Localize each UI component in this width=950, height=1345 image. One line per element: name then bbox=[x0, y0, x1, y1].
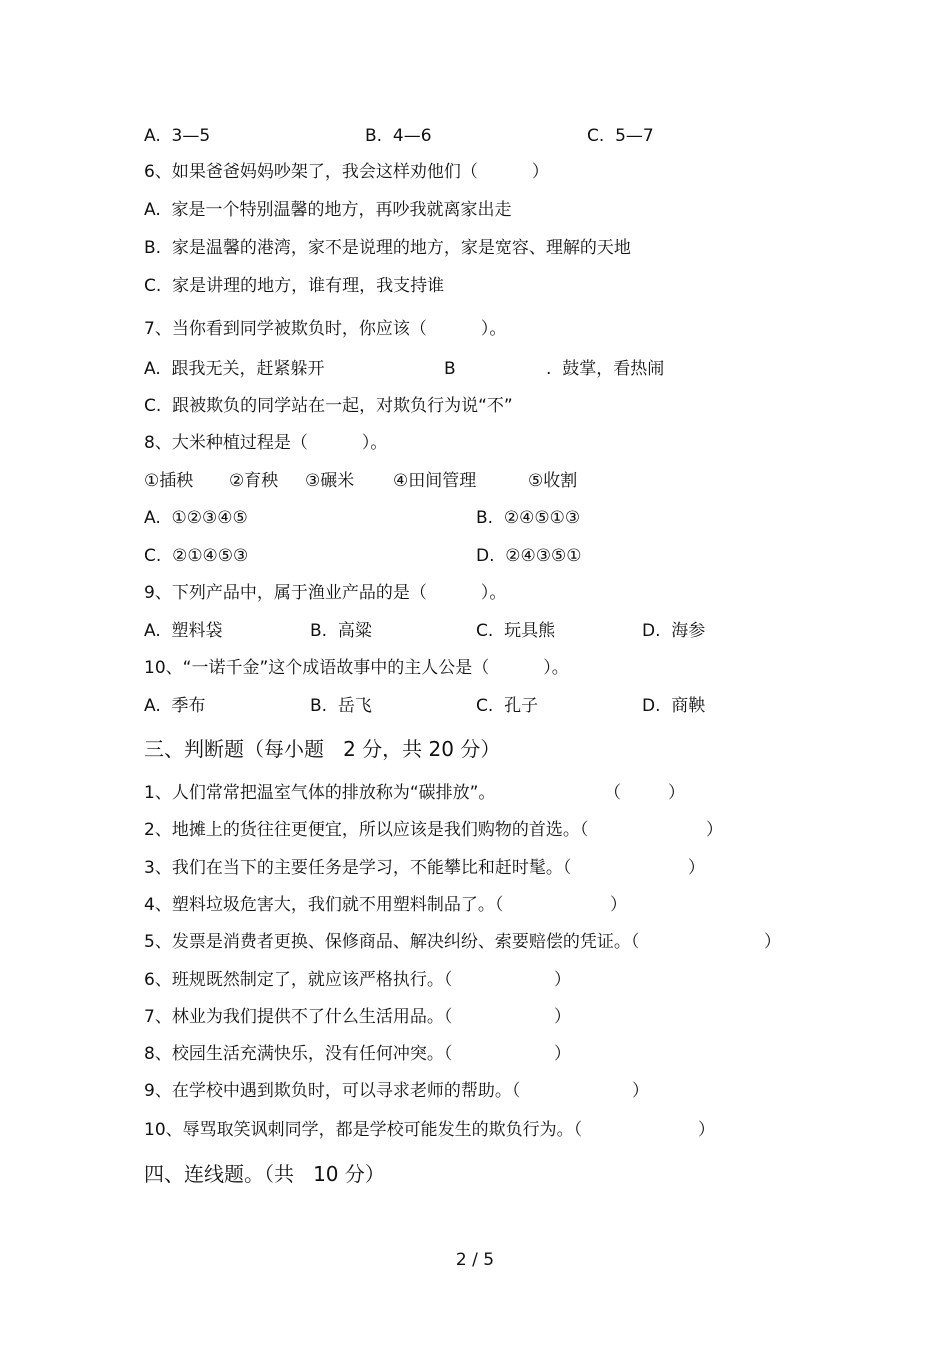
option-q7-c: C. 跟被欺负的同学站在一起，对欺负行为说“不” bbox=[144, 396, 513, 416]
option-q10-c: C. 孔子 bbox=[476, 696, 539, 716]
option-q7-a: A. 跟我无关，赶紧躲开 bbox=[144, 359, 325, 379]
judge-item-4: 4、塑料垃圾危害大，我们就不用塑料制品了。（ bbox=[144, 895, 504, 915]
page-number: 2 / 5 bbox=[455, 1250, 495, 1270]
option-q6-a: A. 家是一个特别温馨的地方，再吵我就离家出走 bbox=[144, 200, 512, 220]
judge-item-7-close: ） bbox=[554, 1007, 571, 1027]
option-q7-b-letter: B bbox=[444, 359, 456, 379]
judge-item-7: 7、林业为我们提供不了什么生活用品。（ bbox=[144, 1007, 453, 1027]
judge-item-3-close: ） bbox=[688, 858, 705, 878]
judge-item-3: 3、我们在当下的主要任务是学习，不能攀比和赶时髦。（ bbox=[144, 858, 572, 878]
judge-item-6-close: ） bbox=[554, 970, 571, 990]
q8-step-3: ③碾米 bbox=[305, 471, 355, 491]
option-q6-b: B. 家是温馨的港湾，家不是说理的地方，家是宽容、理解的天地 bbox=[144, 238, 631, 258]
option-q7-b-text: . 鼓掌，看热闹 bbox=[546, 359, 665, 379]
judge-item-2-close: ） bbox=[706, 820, 723, 840]
option-q9-a: A. 塑料袋 bbox=[144, 621, 223, 641]
judge-item-5: 5、发票是消费者更换、保修商品、解决纠纷、索要赔偿的凭证。（ bbox=[144, 932, 640, 952]
judge-item-10-close: ） bbox=[698, 1120, 715, 1140]
option-q9-b: B. 高粱 bbox=[310, 621, 372, 641]
option-q8-a: A. ①②③④⑤ bbox=[144, 508, 248, 528]
option-q8-d: D. ②④③⑤① bbox=[476, 546, 582, 566]
judge-item-4-close: ） bbox=[610, 895, 627, 915]
question-10: 10、“一诺千金”这个成语故事中的主人公是（ ）。 bbox=[144, 658, 569, 678]
judge-item-8-close: ） bbox=[554, 1044, 571, 1064]
judge-item-2: 2、地摊上的货往往更便宜，所以应该是我们购物的首选。（ bbox=[144, 820, 589, 840]
judge-item-9-close: ） bbox=[632, 1081, 649, 1101]
q8-step-2: ②育秧 bbox=[229, 471, 279, 491]
judge-item-10: 10、辱骂取笑讽刺同学，都是学校可能发生的欺负行为。（ bbox=[144, 1120, 583, 1140]
option-q6-c: C. 家是讲理的地方，谁有理，我支持谁 bbox=[144, 276, 445, 296]
judge-item-6: 6、班规既然制定了，就应该严格执行。（ bbox=[144, 970, 453, 990]
judge-item-9: 9、在学校中遇到欺负时，可以寻求老师的帮助。（ bbox=[144, 1081, 521, 1101]
option-q5-c: C. 5—7 bbox=[587, 126, 654, 146]
option-q9-c: C. 玩具熊 bbox=[476, 621, 556, 641]
q8-step-4: ④田间管理 bbox=[393, 471, 477, 491]
option-q9-d: D. 海参 bbox=[642, 621, 706, 641]
section-3-title: 三、判断题（每小题 2 分，共 20 分） bbox=[144, 737, 501, 761]
option-q10-d: D. 商鞅 bbox=[642, 696, 706, 716]
question-6: 6、如果爸爸妈妈吵架了，我会这样劝他们（ ） bbox=[144, 162, 549, 182]
question-8: 8、大米种植过程是（ ）。 bbox=[144, 433, 388, 453]
option-q10-b: B. 岳飞 bbox=[310, 696, 372, 716]
option-q10-a: A. 季布 bbox=[144, 696, 206, 716]
option-q5-b: B. 4—6 bbox=[365, 126, 432, 146]
option-q5-a: A. 3—5 bbox=[144, 126, 211, 146]
judge-item-1: 1、人们常常把温室气体的排放称为“碳排放”。 bbox=[144, 783, 496, 803]
judge-item-1-open: （ bbox=[604, 783, 621, 803]
section-4-title: 四、连线题。（共 10 分） bbox=[144, 1162, 385, 1186]
question-7: 7、当你看到同学被欺负时，你应该（ ）。 bbox=[144, 319, 507, 339]
question-9: 9、下列产品中，属于渔业产品的是（ ）。 bbox=[144, 583, 507, 603]
judge-item-8: 8、校园生活充满快乐，没有任何冲突。（ bbox=[144, 1044, 453, 1064]
q8-step-5: ⑤收割 bbox=[528, 471, 578, 491]
q8-step-1: ①插秧 bbox=[144, 471, 194, 491]
judge-item-1-close: ） bbox=[668, 783, 685, 803]
option-q8-c: C. ②①④⑤③ bbox=[144, 546, 249, 566]
judge-item-5-close: ） bbox=[764, 932, 781, 952]
option-q8-b: B. ②④⑤①③ bbox=[476, 508, 581, 528]
